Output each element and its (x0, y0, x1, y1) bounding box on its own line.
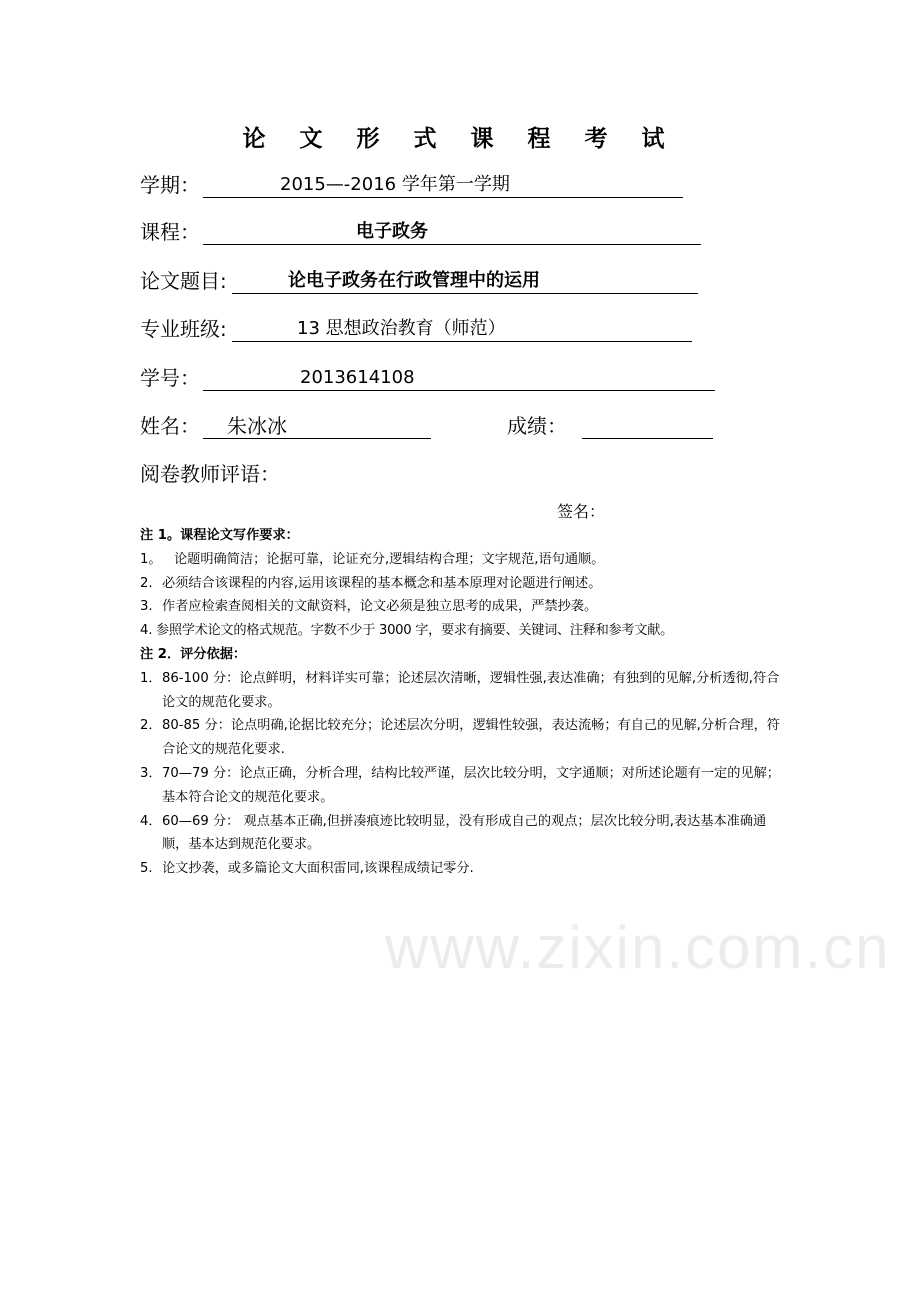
student-id-value: 2013614108 (300, 367, 415, 388)
list-item-text: 论题明确简洁；论据可靠，论证充分,逻辑结构合理；文字规范,语句通顺。 (174, 551, 605, 567)
list-item (140, 619, 785, 643)
student-id-label: 学号： (140, 366, 200, 390)
list-item-number: 2． (140, 718, 162, 734)
list-item (140, 572, 785, 596)
page-title: 论 文 形 式 课 程 考 试 (242, 126, 678, 152)
list-item-number: 4. (140, 623, 153, 639)
list-item (140, 667, 785, 715)
list-item-text: 作者应检索查阅相关的文献资料，论文必须是独立思考的成果，严禁抄袭。 (162, 599, 598, 615)
topic-label: 论文题目: (140, 269, 227, 293)
course-label: 课程： (140, 220, 200, 244)
list-item (140, 762, 785, 810)
notes-section (140, 524, 785, 881)
list-item-text: 参照学术论文的格式规范。字数不少于 3000 字，要求有摘要、关键词、注释和参考文献。 (156, 623, 673, 639)
list-item-number: 3. (140, 599, 153, 615)
list-item-text: 70—79 分：论点正确，分析合理，结构比较严谨，层次比较分明，文字通顺；对所述论题有一定的见解；基本符合论文的规范化要求。 (162, 765, 780, 805)
list-item (140, 810, 785, 858)
list-item (140, 714, 785, 762)
list-item-number: 1。 (140, 551, 162, 567)
course-value: 电子政务 (356, 221, 428, 242)
name-label: 姓名： (140, 414, 200, 438)
topic-value: 论电子政务在行政管理中的运用 (288, 270, 540, 291)
list-item-number: 4． (140, 813, 162, 829)
list-item-number: 5. (140, 861, 153, 877)
list-item-text: 80-85 分：论点明确,论据比较充分；论述层次分明，逻辑性较强，表达流畅；有自己的见解,分析合理，符合论文的规范化要求. (162, 718, 780, 758)
term-label: 学期： (140, 173, 200, 197)
list-item-text: 60—69 分： 观点基本正确,但拼凑痕迹比较明显，没有形成自己的观点；层次比较分明,表达基本准确通顺，基本达到规范化要求。 (162, 813, 767, 853)
list-item-number: 3． (140, 765, 162, 781)
student-id-underline (203, 363, 715, 391)
watermark: www.zixin.com.cn (385, 914, 891, 981)
signature-label: 签名： (557, 502, 606, 521)
list-item-number: 1． (140, 670, 162, 686)
list-item (140, 857, 785, 881)
term-value: 2015—-2016 学年第一学期 (280, 174, 510, 195)
list-item (140, 548, 785, 572)
note1-heading: 注 1。课程论文写作要求： (140, 528, 299, 543)
list-item (140, 595, 785, 619)
score-label: 成绩： (507, 414, 567, 438)
list-item-text: 论文抄袭，或多篇论文大面积雷同,该课程成绩记零分. (162, 861, 474, 877)
name-value: 朱冰冰 (227, 414, 287, 438)
course-underline (203, 217, 701, 245)
major-class-label: 专业班级: (140, 317, 227, 341)
review-label: 阅卷教师评语： (140, 462, 280, 486)
note2-heading: 注 2．评分依据： (140, 646, 247, 662)
list-item-number: 2. (140, 575, 153, 591)
list-item-text: 86-100 分：论点鲜明，材料详实可靠；论述层次清晰，逻辑性强,表达准确；有独到的见解,分析透彻,符合论文的规范化要求。 (162, 670, 780, 710)
score-underline (582, 411, 713, 439)
major-class-value: 13 思想政治教育（师范） (297, 318, 506, 339)
list-item-text: 必须结合该课程的内容,运用该课程的基本概念和基本原理对论题进行阐述。 (162, 575, 602, 591)
